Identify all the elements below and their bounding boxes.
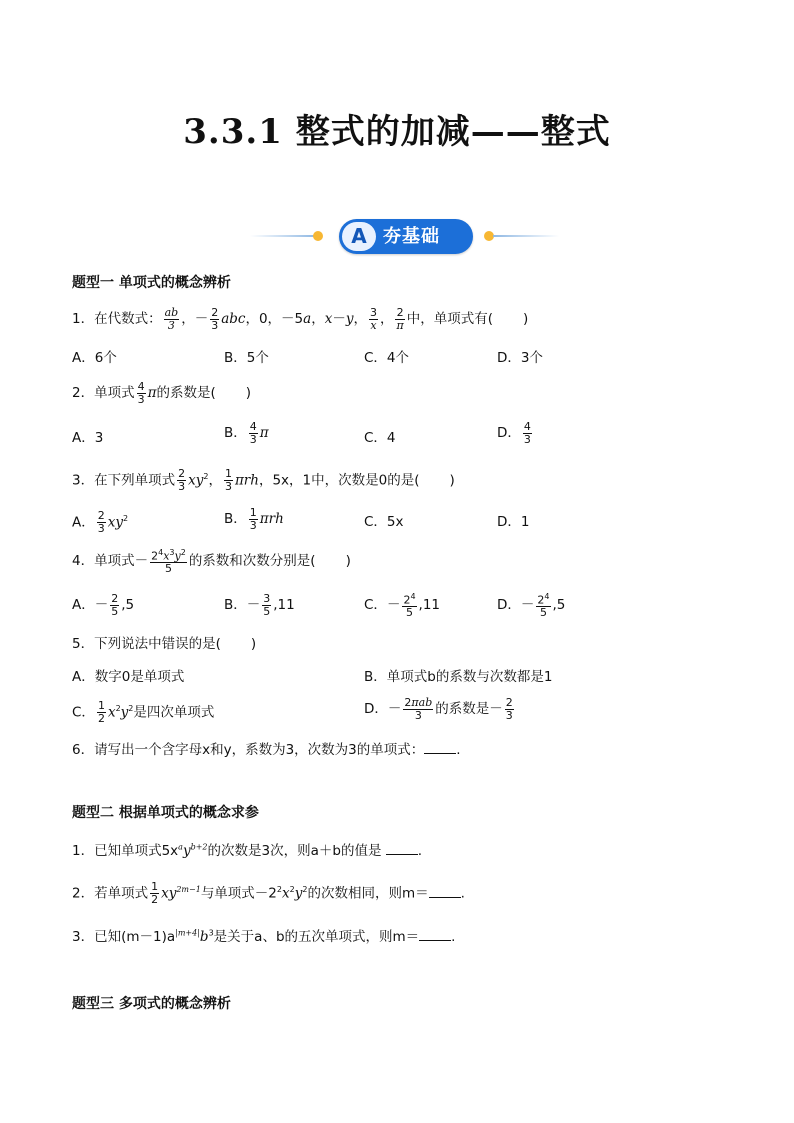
math-frac: $\frac{1}{2}$ (151, 880, 159, 906)
badge-pill (339, 219, 473, 254)
math-frac: $\frac{3}{x}$ (369, 305, 377, 332)
answer-blank[interactable] (386, 842, 418, 855)
answer-blank[interactable] (429, 885, 461, 898)
math-frac: $\frac{4}{3}$ (137, 379, 145, 406)
math-frac: $\frac{2}{3}$ (97, 509, 105, 535)
q1-option-a[interactable]: A．6个 (72, 350, 117, 366)
math-frac: $\frac{1}{3}$ (224, 467, 232, 493)
math-frac: $\frac{2}{3}$ (505, 695, 513, 722)
question-3: 3．在下列单项式 $\frac{2}{3}$ $xy^2$， $\frac{1}{3}$ πrh，5x，1中，次数是0的是( ) (72, 467, 455, 493)
decor-line-right (493, 235, 559, 237)
q5-option-d[interactable]: D．－ $\frac{\text{2πab}}{3}$ 的系数是－ $\frac{2}{3}$ (364, 695, 513, 722)
question-5: 5．下列说法中错误的是( ) (72, 636, 257, 652)
math-frac: $\frac{2^4}{5}$ (403, 591, 416, 620)
section-badge (0, 212, 794, 250)
math-frac: $\frac{4}{3}$ (523, 419, 531, 446)
q3-option-d[interactable]: D．1 (497, 514, 530, 530)
q4-option-b[interactable]: B．－ $\frac{3}{5}$ ,11 (224, 591, 295, 618)
answer-blank[interactable] (424, 741, 456, 754)
decor-dot-left (313, 231, 323, 241)
question-4: 4．单项式－ $\frac{2^4x^3y^2}{5}$ 的系数和次数分别是( ) (72, 547, 351, 576)
math-frac: $\frac{3}{5}$ (263, 591, 271, 618)
q5-option-c[interactable]: C． $\frac{1}{2}$ $x^2y^2$是四次单项式 (72, 699, 215, 725)
math-frac: $\frac{2^4x^3y^2}{5}$ (151, 547, 186, 576)
math-frac: $\frac{2}{3}$ (178, 467, 186, 493)
math-frac: $\frac{2^4}{5}$ (537, 591, 550, 620)
q5-option-b[interactable]: B．单项式b的系数与次数都是1 (364, 669, 553, 685)
q4-option-d[interactable]: D．－ $\frac{2^4}{5}$ ,5 (497, 591, 566, 620)
q2-option-b[interactable]: B． $\frac{4}{3}$ π (224, 419, 269, 446)
q1-suffix: 中，单项式有( (406, 311, 493, 327)
page-title: 3.3.1 整式的加减——整式 (183, 112, 611, 152)
badge-letter: A (342, 222, 376, 251)
q5-option-a[interactable]: A．数字0是单项式 (72, 669, 185, 685)
q2-option-d[interactable]: D． $\frac{4}{3}$ (497, 419, 531, 446)
decor-line-left (250, 235, 316, 237)
question-1: 1．在代数式： $\frac{ab}{3}$ ，－ $\frac{2}{3}$ abc，0，－5a，x－y， $\frac{3}{x}$ ， $\frac{2}{\pi}$ 中，单项式有( ) (72, 305, 529, 332)
q2-option-c[interactable]: C．4 (364, 430, 396, 446)
math-frac: $\frac{1}{2}$ (97, 699, 105, 725)
question-6: 6．请写出一个含字母x和y，系数为3，次数为3的单项式： . (72, 742, 461, 758)
q2-option-a[interactable]: A．3 (72, 430, 104, 446)
q3-option-b[interactable]: B． $\frac{1}{3}$ πrh (224, 505, 284, 532)
answer-blank[interactable] (419, 928, 451, 941)
q3-option-a[interactable]: A． $\frac{2}{3}$ $xy^2$ (72, 509, 129, 535)
section-title-1: 题型一 单项式的概念辨析 (72, 275, 231, 291)
param-question-2: 2．若单项式 $\frac{1}{2}$ $xy^{2m-1}$与单项式$-2^2x^2y^2$的次数相同，则m＝ . (72, 880, 465, 906)
section-title-3: 题型三 多项式的概念辨析 (72, 996, 231, 1012)
math-frac: $\frac{2}{3}$ (211, 305, 219, 332)
math-frac: $\frac{1}{3}$ (249, 505, 257, 532)
math-frac: $\frac{2}{5}$ (111, 591, 119, 618)
q1-prefix: 1．在代数式： (72, 311, 162, 327)
q3-option-c[interactable]: C．5x (364, 514, 404, 530)
q1-option-d[interactable]: D．3个 (497, 350, 543, 366)
q1-option-b[interactable]: B．5个 (224, 350, 269, 366)
badge-text: 夯基础 (383, 226, 440, 247)
math-frac: $\frac{4}{3}$ (249, 419, 257, 446)
section-title-2: 题型二 根据单项式的概念求参 (72, 805, 259, 821)
question-2: 2．单项式 $\frac{4}{3}$ π的系数是( ) (72, 379, 252, 406)
math-frac: $\frac{\text{2πab}}{3}$ (404, 695, 433, 722)
param-question-3: 3．已知$(m-1)a^{|m+4|}b^3$是关于a、b的五次单项式，则m＝ . (72, 928, 456, 945)
q4-option-c[interactable]: C．－ $\frac{2^4}{5}$ ,11 (364, 591, 441, 620)
q4-option-a[interactable]: A．－ $\frac{2}{5}$ ,5 (72, 591, 135, 618)
math-frac: $\frac{2}{\pi}$ (396, 305, 404, 332)
q1-option-c[interactable]: C．4个 (364, 350, 410, 366)
math-frac: $\frac{ab}{3}$ (164, 305, 179, 332)
param-question-1: 1．已知单项式$5x^ay^{b+2}$的次数是3次，则a＋b的值是 . (72, 842, 423, 859)
